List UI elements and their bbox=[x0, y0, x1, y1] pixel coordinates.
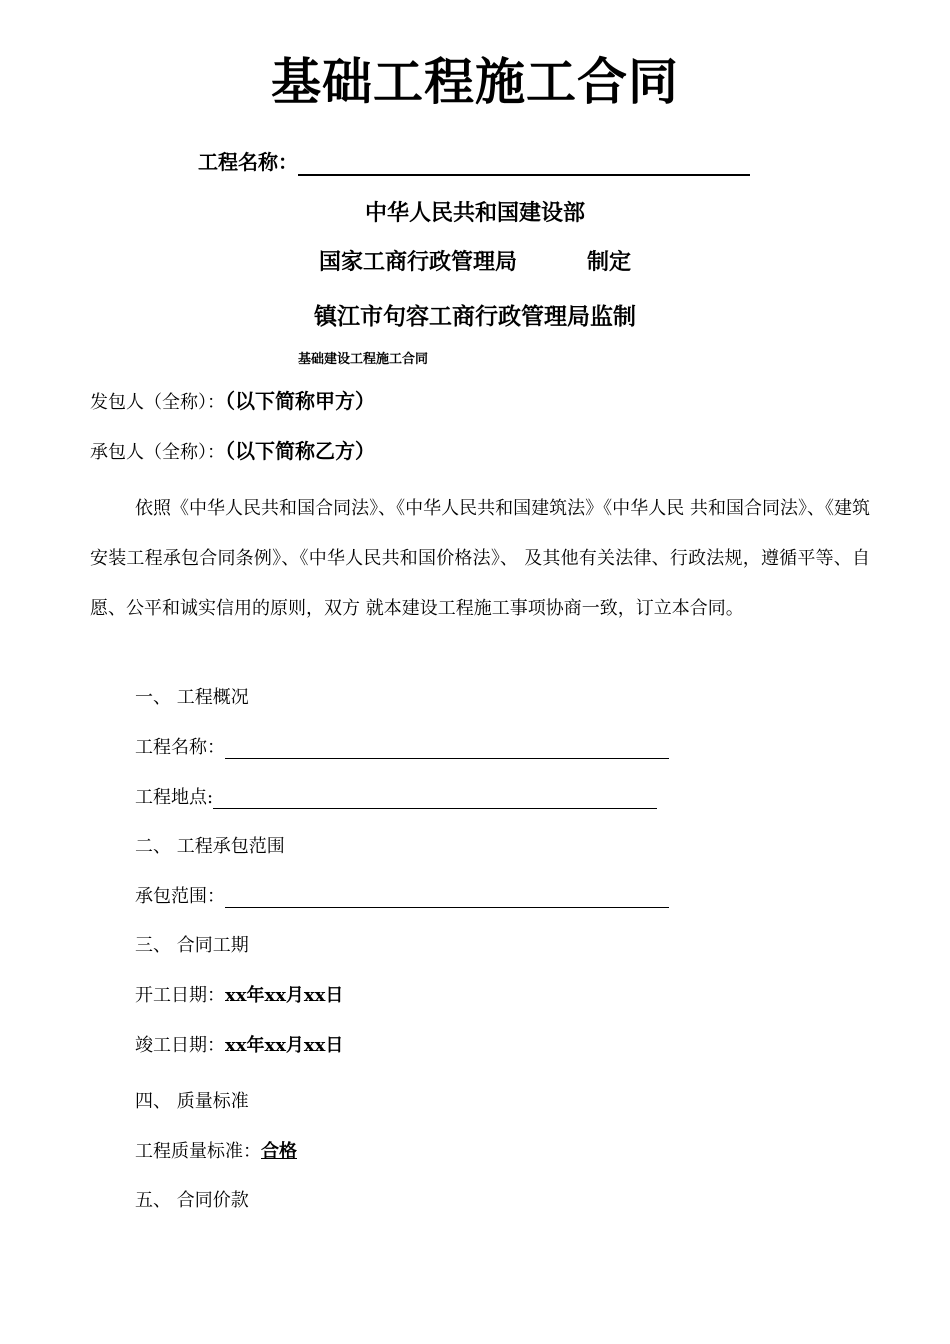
section-3-heading: 三、 合同工期 bbox=[135, 935, 249, 956]
document-subtitle: 基础建设工程施工合同 bbox=[298, 352, 429, 367]
quality-standard-label: 工程质量标准： bbox=[135, 1141, 261, 1162]
issuer-supervisor: 镇江市句容工商行政管理局监制 bbox=[314, 304, 636, 330]
start-date-label: 开工日期： bbox=[135, 985, 225, 1006]
issuer-administration-line bbox=[0, 245, 950, 276]
party-a-line bbox=[90, 385, 375, 414]
cover-project-name-line bbox=[198, 146, 750, 176]
end-date-value: xx年xx月xx日 bbox=[225, 1035, 344, 1056]
start-date-value: xx年xx月xx日 bbox=[225, 985, 344, 1006]
issuer-administration: 国家工商行政管理局 bbox=[318, 250, 517, 275]
issuer-action: 制定 bbox=[587, 250, 632, 275]
project-name-label: 工程名称： bbox=[135, 737, 225, 758]
scope-blank bbox=[225, 886, 669, 908]
project-location-row bbox=[135, 783, 657, 809]
project-name-row bbox=[135, 733, 669, 759]
section-1-heading: 一、 工程概况 bbox=[135, 687, 249, 708]
project-location-blank bbox=[213, 787, 657, 809]
section-2-heading: 二、 工程承包范围 bbox=[135, 836, 285, 857]
cover-project-name-label: 工程名称： bbox=[198, 150, 298, 174]
party-a-label: 发包人（全称）： bbox=[90, 392, 225, 413]
intro-paragraph-text: 依照《中华人民共和国合同法》、《中华人民共和国建筑法》《中华人民 共和国合同法》、《建筑安装工程承包合同条例》、《中华人民共和国价格法》、 及其他有关法律、行政法规，遵循平等、自愿、公平和诚实信用的原则，双方 就本建设工程施工事项协商一致，订立本合同。 bbox=[90, 498, 870, 619]
section-5-heading: 五、 合同价款 bbox=[135, 1190, 249, 1211]
scope-label: 承包范围： bbox=[135, 886, 225, 907]
project-name-blank bbox=[225, 737, 669, 759]
party-b-label: 承包人（全称）： bbox=[90, 442, 225, 463]
intro-paragraph bbox=[90, 484, 870, 634]
scope-row bbox=[135, 882, 669, 908]
end-date-row bbox=[135, 1031, 343, 1057]
start-date-row bbox=[135, 981, 343, 1007]
cover-project-name-blank bbox=[298, 150, 750, 176]
party-b-line bbox=[90, 435, 375, 464]
issuer-ministry: 中华人民共和国建设部 bbox=[364, 201, 585, 226]
quality-standard-value: 合格 bbox=[261, 1141, 297, 1162]
party-b-note: （以下简称乙方） bbox=[225, 439, 375, 463]
section-4-heading: 四、 质量标准 bbox=[135, 1091, 249, 1112]
party-a-note: （以下简称甲方） bbox=[225, 389, 375, 413]
quality-standard-row bbox=[135, 1137, 297, 1163]
project-location-label: 工程地点: bbox=[135, 787, 214, 808]
document-title: 基础工程施工合同 bbox=[271, 53, 679, 111]
end-date-label: 竣工日期： bbox=[135, 1035, 225, 1056]
